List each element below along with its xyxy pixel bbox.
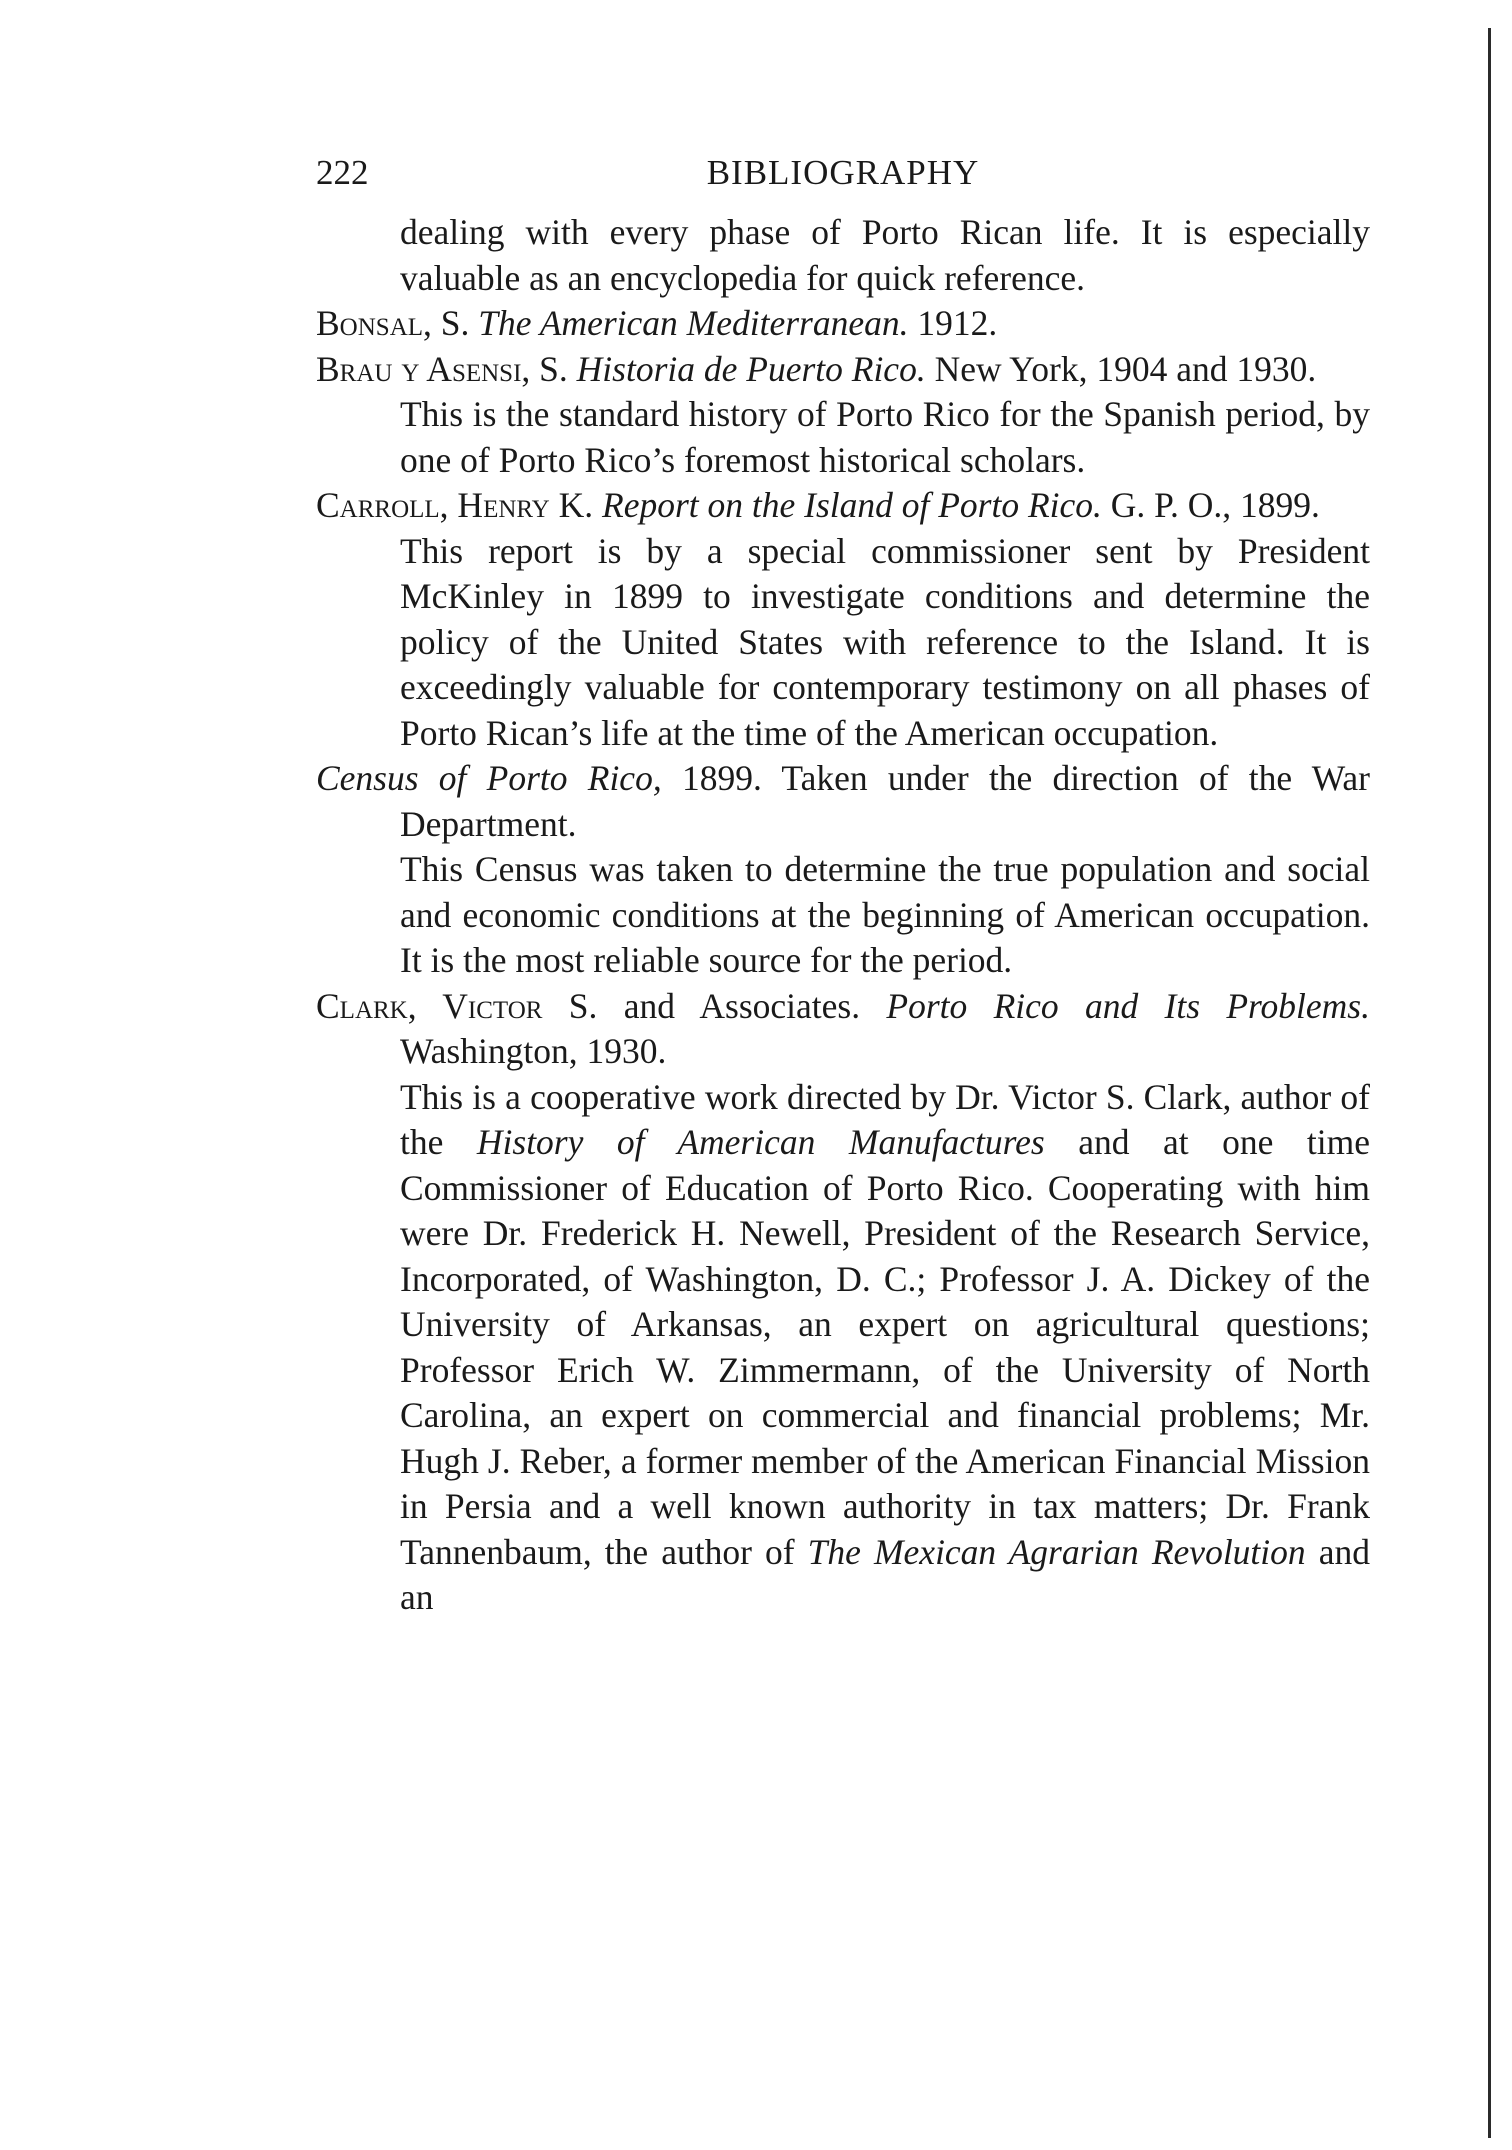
bib-entry-clark — [316, 984, 1370, 1075]
page-edge-rule — [1488, 28, 1491, 2138]
continued-annotation — [316, 210, 1370, 301]
page-number: 222 — [316, 153, 369, 192]
entry-details: 1912. — [908, 303, 998, 343]
entry-title: Report on the Island of Porto Rico. — [602, 485, 1102, 525]
entry-details-pre: and Associates. — [597, 985, 887, 1026]
annotation-cited-title: The Mexican Agrarian Revolution — [807, 1531, 1306, 1572]
annotation-text: and at one time Commissioner of Education of Porto Rico. Cooperating with him were Dr. Frederick H. Newell, President of the Research Service, Incorporated, of Washington, D. C.; Professor J. A. Dickey of the University of Arkansas, an expert on agricultural questions; Professor Erich W. Zimmermann, of the University of North Carolina, an expert on commercial and financial problems; Mr. Hugh J. Reber, a former member of the American Financial Mission in Persia and a well known authority in tax matters; Dr. Frank Tannenbaum, the author of — [400, 1122, 1370, 1572]
entry-details: G. P. O., 1899. — [1101, 485, 1320, 525]
entry-annotation — [316, 847, 1370, 984]
page-header — [316, 148, 1370, 198]
annotation-text: This report is by a special commissioner sent by President McKinley in 1899 to investigate conditions and determine the policy of the United States with reference to the Island. It is exceedingly valuable for contemporary testimony on all phases of Porto Rican’s life at the time of the American occupation. — [400, 530, 1370, 753]
entry-annotation — [316, 529, 1370, 757]
entry-author: Clark, Victor S. — [316, 985, 598, 1026]
annotation-text: This is the standard history of Porto Rico for the Spanish period, by one of Porto Rico’s foremost historical scholars. — [400, 394, 1370, 480]
running-head: BIBLIOGRAPHY — [706, 153, 980, 192]
entry-annotation — [316, 1075, 1370, 1621]
entry-title: Porto Rico and Its Problems. — [886, 985, 1370, 1026]
bib-entry-brau — [316, 347, 1370, 393]
annotation-text: and an — [400, 1531, 1371, 1617]
bib-entry-bonsal — [316, 301, 1370, 347]
bib-entry-carroll — [316, 483, 1370, 529]
entry-author: Carroll, Henry K. — [316, 485, 594, 525]
annotation-text: This Census was taken to determine the true population and social and economic conditions at the beginning of American occupation. It is the most reliable source for the period. — [400, 849, 1370, 980]
bibliography-body — [316, 210, 1370, 1621]
continued-annotation-text: dealing with every phase of Porto Rican life. It is especially valuable as an encyclopedia for quick reference. — [400, 212, 1370, 298]
bib-entry-census — [316, 756, 1370, 847]
entry-details: 1899. Taken under the direction of the War Department. — [400, 758, 1370, 844]
entry-title: Historia de Puerto Rico. — [576, 348, 926, 389]
annotation-cited-title: History of American Manufactures — [476, 1122, 1045, 1162]
entry-details: New York, 1904 and 1930. — [925, 348, 1317, 389]
entry-author: Bonsal, S. — [316, 303, 470, 343]
entry-annotation — [316, 392, 1370, 483]
annotation-text: This is a cooperative work directed by Dr. Victor S. Clark, author of the — [400, 1076, 1370, 1162]
entry-details: Washington, 1930. — [400, 1031, 667, 1071]
entry-author: Brau y Asensi, S. — [316, 348, 568, 389]
entry-title: The American Mediterranean. — [478, 303, 909, 343]
entry-title: Census of Porto Rico, — [316, 758, 662, 798]
